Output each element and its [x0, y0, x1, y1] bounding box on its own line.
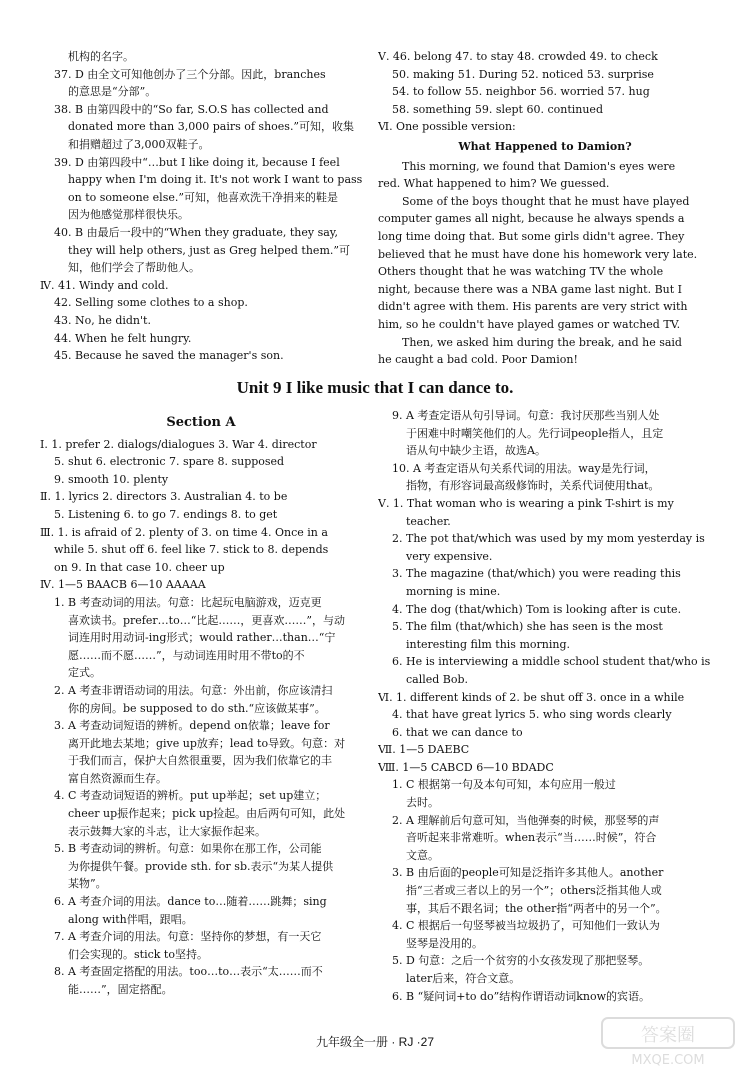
answer-line: 37. D 由全文可知他创办了三个分部。因此，branches [54, 67, 326, 81]
section-title: Section A [166, 415, 236, 430]
answer-line: Ⅱ. 1. lyrics 2. directors 3. Australian 4. to be [40, 490, 288, 504]
answer-line: 4. that have great lyrics 5. who sing words clearly [392, 708, 672, 722]
answer-line: 6. B “疑问词+to do”结构作谓语动词know的宾语。 [392, 989, 651, 1003]
answer-line: 表示鼓舞大家的斗志，让大家振作起来。 [68, 824, 266, 838]
answer-line: 3. A 考查动词短语的辨析。depend on依靠；leave for [54, 719, 330, 733]
answer-line: 42. Selling some clothes to a shop. [54, 296, 248, 310]
svg-text:答案圈: 答案圈 [641, 1025, 695, 1046]
answer-line: Ⅷ. 1—5 CABCD 6—10 BDADC [378, 760, 554, 774]
answer-line: 因为他感觉那样很快乐。 [68, 208, 189, 222]
answer-line: long time doing that. But some girls didn't agree. They [378, 229, 685, 243]
answer-line: Ⅵ. 1. different kinds of 2. be shut off 3. once in a while [378, 690, 685, 704]
answer-line: 知，他们学会了帮助他人。 [68, 261, 200, 275]
answer-line: called Bob. [406, 672, 469, 686]
left-column-top [40, 48, 362, 365]
answer-line: 4. The dog (that/which) Tom is looking after is cute. [392, 602, 682, 616]
answer-line: 愿……而不愿……”，与动词连用时用不带to的不 [68, 648, 305, 662]
answer-line: 2. A 考查非谓语动词的用法。句意：外出前，你应该清扫 [54, 683, 333, 697]
answer-line: 9. smooth 10. plenty [54, 472, 169, 486]
answer-line: Ⅴ. 1. That woman who is wearing a pink T-shirt is my [378, 496, 674, 510]
answer-line: 机构的名字。 [68, 50, 134, 63]
answer-line: Ⅳ. 1—5 BAACB 6—10 AAAAA [40, 578, 206, 592]
watermark-logo [598, 1014, 738, 1070]
unit-title: Unit 9 I like music that I can dance to. [236, 378, 514, 397]
answer-line: along with伴唱，跟唱。 [68, 912, 193, 926]
answer-line: on to someone else.”可知，他喜欢洗干净捐来的鞋是 [68, 190, 338, 204]
answer-line: 5. shut 6. electronic 7. spare 8. supposed [54, 455, 285, 469]
answer-line: Then, we asked him during the break, and he said [402, 335, 682, 349]
page-footer: 九年级全一册 · RJ ·27 [315, 1035, 434, 1049]
answer-line: on 9. In that case 10. cheer up [54, 560, 225, 574]
answer-line: 于困难中时嘲笑他们的人。先行词people指人，且定 [406, 426, 664, 440]
answer-line: 指物，有形容词最高级修饰时，关系代词使用that。 [406, 479, 660, 493]
answer-line: 5. The film (that/which) she has seen is the most [392, 620, 663, 634]
answer-line: 2. The pot that/which was used by my mom yesterday is [392, 532, 705, 546]
answer-line: 能……”，固定搭配。 [68, 983, 173, 996]
answer-line: later后来，符合文意。 [406, 972, 521, 985]
answer-line: 为你提供午餐。provide sth. for sb.表示“为某人提供 [68, 859, 334, 873]
answer-line: 某物”。 [68, 877, 107, 891]
answer-line: 45. Because he saved the manager's son. [54, 349, 284, 363]
answer-line: 文意。 [406, 848, 439, 862]
answer-line: 富自然资源而生存。 [68, 771, 167, 785]
answer-line: believed that he must have done his homework very late. [378, 247, 698, 261]
answer-line: 去时。 [406, 796, 439, 810]
answer-line: 音听起来非常难听。when表示“当……时候”，符合 [406, 831, 657, 845]
left-column-bottom [40, 414, 362, 999]
answer-line: Others thought that he was watching TV the whole [378, 265, 664, 279]
answer-line: 54. to follow 55. neighbor 56. worried 57. hug [392, 85, 650, 99]
answer-line: 2. A 理解前后句意可知，当他弹奏的时候，那竖琴的声 [392, 813, 660, 827]
answer-line: 1. C 根据第一句及本句可知，本句应用一般过 [392, 778, 616, 792]
answer-line: 39. D 由第四段中“…but I like doing it, because I feel [54, 155, 340, 169]
answer-line: he caught a bad cold. Poor Damion! [378, 353, 578, 367]
answer-line: 离开此地去某地；give up放弃；lead to导致。句意：对 [68, 736, 346, 750]
answer-line: happy when I'm doing it. It's not work I want to pass [68, 173, 362, 187]
answer-line: teacher. [406, 514, 451, 528]
answer-line: Ⅴ. 46. belong 47. to stay 48. crowded 49. to check [378, 50, 658, 63]
answer-line: What Happened to Damion? [458, 139, 632, 153]
answer-line: Ⅶ. 1—5 DAEBC [378, 743, 470, 757]
answer-line: 4. C 根据后一句竖琴被当垃圾扔了，可知他们一致认为 [392, 919, 660, 933]
answer-line: donated more than 3,000 pairs of shoes.”可知，收集 [68, 120, 355, 134]
answer-line: 43. No, he didn't. [54, 313, 151, 327]
answer-line: 于我们而言，保护大自然很重要，因为我们依靠它的丰 [68, 754, 332, 768]
answer-line: red. What happened to him? We guessed. [378, 177, 610, 191]
answer-line: 1. B 考查动词的用法。句意：比起玩电脑游戏，迈克更 [54, 595, 322, 609]
answer-line: 4. C 考查动词短语的辨析。put up举起；set up建立； [54, 789, 327, 803]
answer-line: 8. A 考查固定搭配的用法。too…to…表示“太……而不 [54, 965, 323, 979]
answer-line: 3. B 由后面的people可知是泛指许多其他人。another [392, 866, 664, 880]
answer-line: 竖琴是没用的。 [406, 936, 483, 950]
answer-line: Ⅰ. 1. prefer 2. dialogs/dialogues 3. War 4. director [40, 437, 317, 451]
answer-line: cheer up振作起来；pick up捡起。由后两句可知，此处 [68, 807, 346, 821]
answer-line: 44. When he felt hungry. [54, 331, 192, 345]
answer-line: computer games all night, because he always spends a [378, 212, 685, 226]
answer-line: 5. D 句意：之后一个贫穷的小女孩发现了那把竖琴。 [392, 954, 650, 968]
answer-line: morning is mine. [406, 584, 501, 598]
answer-line: 定式。 [68, 666, 101, 680]
answer-line: 38. B 由第四段中的“So far, S.O.S has collected and [54, 102, 329, 116]
answer-line: while 5. shut off 6. feel like 7. stick to 8. depends [54, 543, 329, 557]
answer-line: 6. He is interviewing a middle school student that/who is [392, 655, 711, 669]
answer-line: 你的房间。be supposed to do sth.“应该做某事”。 [68, 701, 326, 715]
answer-line: interesting film this morning. [406, 637, 570, 651]
answer-line: 5. B 考查动词的辨析。句意：如果你在那工作，公司能 [54, 842, 322, 856]
answer-line: 50. making 51. During 52. noticed 53. surprise [392, 67, 654, 81]
answer-line: 6. that we can dance to [392, 725, 523, 739]
answer-line: Ⅵ. One possible version: [378, 120, 516, 134]
answer-line: 喜欢读书。prefer…to…“比起……，更喜欢……”，与动 [68, 613, 345, 627]
answer-line: night, because there was a NBA game last night. But I [378, 282, 682, 296]
answer-line: 6. A 考查介词的用法。dance to…随着……跳舞；sing [54, 895, 327, 909]
answer-line: they will help others, just as Greg helped them.”可 [68, 243, 350, 257]
answer-line: 的意思是“分部”。 [68, 85, 157, 99]
answer-line: 语从句中缺少主语，故选A。 [406, 444, 546, 458]
answer-line: 7. A 考查介词的用法。句意：坚持你的梦想，有一天它 [54, 930, 322, 944]
answer-line: Ⅳ. 41. Windy and cold. [40, 278, 169, 292]
right-column-bottom [378, 407, 712, 1005]
answer-line: 40. B 由最后一段中的“When they graduate, they say, [54, 225, 339, 239]
answer-line: 5. Listening 6. to go 7. endings 8. to get [54, 507, 278, 521]
answer-line: 事，其后不跟名词；the other指“两者中的另一个”。 [406, 901, 667, 915]
answer-line: 3. The magazine (that/which) you were reading this [392, 567, 681, 581]
answer-line: Ⅲ. 1. is afraid of 2. plenty of 3. on time 4. Once in a [40, 525, 328, 539]
answer-line: 指“三者或三者以上的另一个”；others泛指其他人或 [406, 884, 662, 898]
answer-line: 们会实现的。stick to坚持。 [68, 947, 208, 961]
answer-line: Some of the boys thought that he must have played [402, 194, 690, 208]
answer-line: 9. A 考查定语从句引导词。句意：我讨厌那些当别人处 [392, 409, 660, 422]
right-column-top [378, 48, 712, 369]
answer-line: him, so he couldn't have played games or watched TV. [378, 317, 681, 331]
answer-line: 58. something 59. slept 60. continued [392, 102, 603, 116]
answer-line: 词连用时用动词-ing形式；would rather…than…“宁 [68, 631, 336, 645]
answer-line: 和捐赠超过了3,000双鞋子。 [68, 137, 210, 151]
answer-line: very expensive. [406, 549, 493, 563]
answer-line: didn't agree with them. His parents are very strict with [378, 300, 688, 314]
answer-line: This morning, we found that Damion's eyes were [402, 159, 676, 173]
svg-text:MXQE.COM: MXQE.COM [631, 1053, 705, 1068]
answer-line: 10. A 考查定语从句关系代词的用法。way是先行词， [392, 461, 656, 475]
